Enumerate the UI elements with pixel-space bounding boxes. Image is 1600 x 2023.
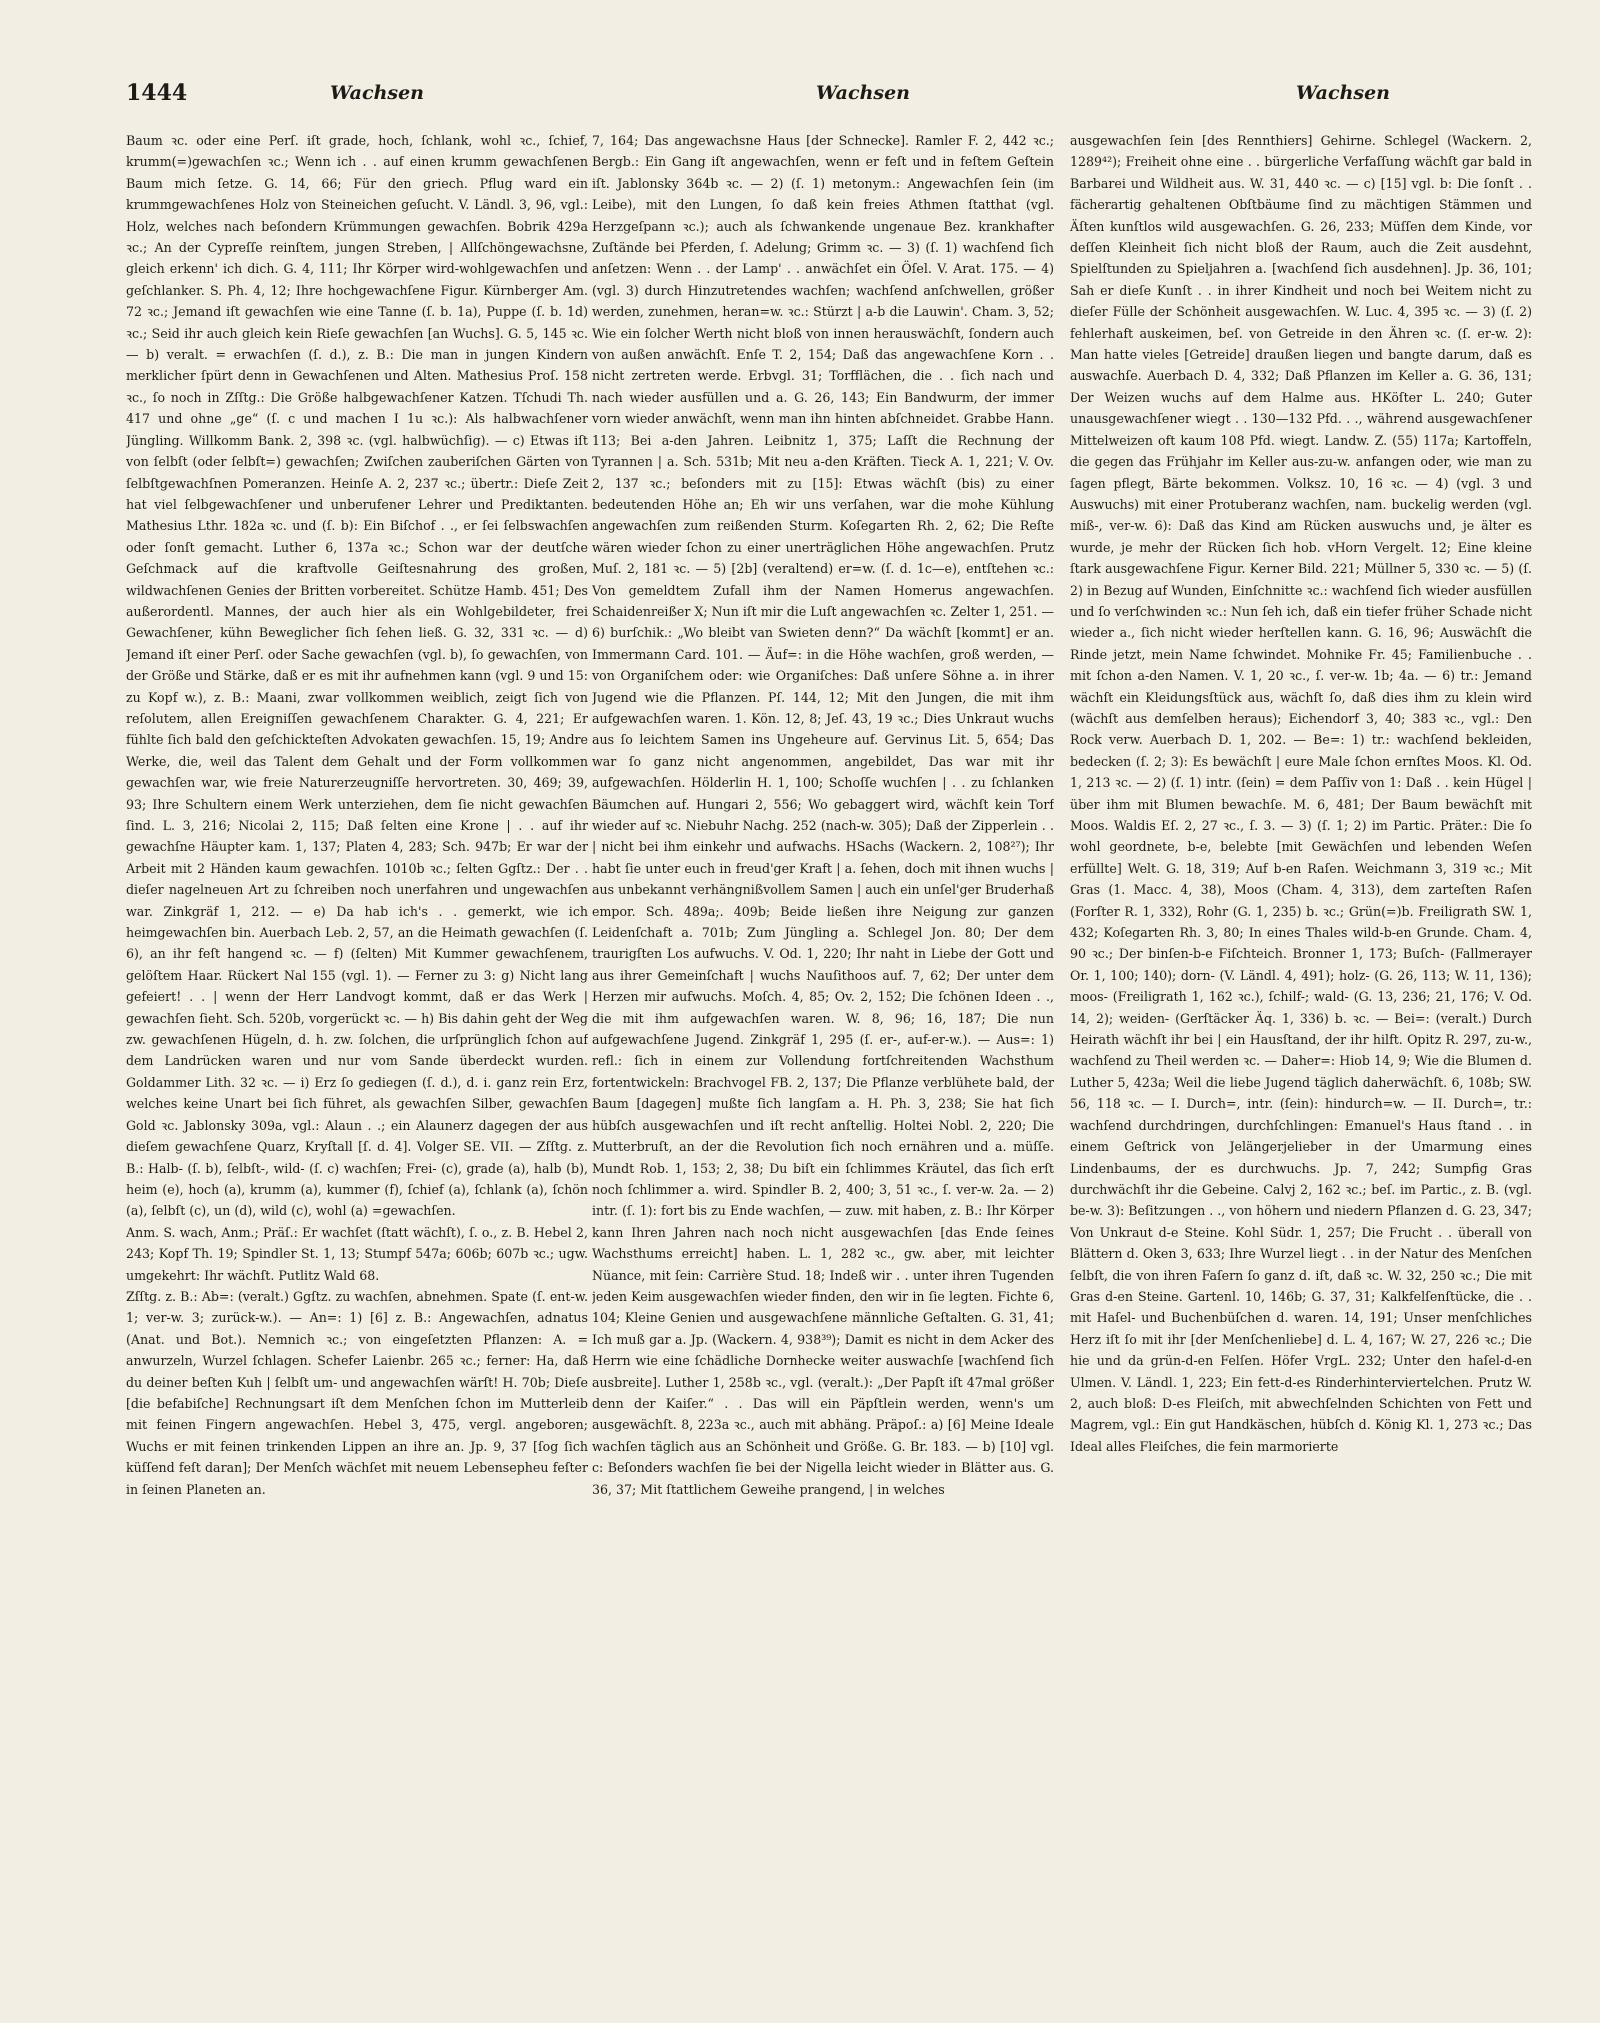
page-header (126, 80, 1406, 120)
entry-paragraph: Baum ꝛc. oder eine Perſ. iſt grade, hoch, ſchlank, wohl ꝛc., ſchief, krumm(=)gewachſen ꝛc.; Wenn ich . . auf einen krumm gewachſenen Baum mich ſetze. G. 14, 66; Für den griech. Pflug ward ein krummgewachſenes Holz von Steineichen geſucht. V. Ländl. 3, 96, vgl.: Holz, welches nach beſondern Krümmungen gewachſen. Bobrik 429a ꝛc.; An der Cypreſſe reinſtem, jungen Streben, | Allſchöngewachsne, gleich erkenn' ich dich. G. 4, 111; Ihr Körper wird-wohlgewachſen und geſchlanker. S. Ph. 4, 12; Ihre hochgewachſene Figur. Kürnberger Am. 72 ꝛc.; Jemand iſt gewachſen wie eine Tanne (ſ. b. 1a), Puppe (ſ. b. 1d) ꝛc.; Seid ihr auch gleich kein Rieſe gewachſen [an Wuchs]. G. 5, 145 ꝛc. — b) veralt. = erwachſen (ſ. d.), z. B.: Die man in jungen Kindern merklicher ſpürt denn in Gewachſenen und Alten. Mathesius Proſ. 158 ꝛc., ſo noch in Zſſtg.: Die Größe halbgewachſener Katzen. Tſchudi Th. 417 und ohne „ge“ (ſ. c und machen I 1u ꝛc.): Als halbwachſener Jüngling. Willkomm Bank. 2, 398 ꝛc. (vgl. halbwüchſig). — c) Etwas iſt von ſelbſt (oder ſelbſt=) gewachſen; Zwiſchen zauberiſchen Gärten von ſelbſtgewachſnen Pomeranzen. Heinſe A. 2, 237 ꝛc.; übertr.: Dieſe Zeit hat viel ſelbgewachſener und unberufener Lehrer und Prediktanten. Mathesius Lthr. 182a ꝛc. und (ſ. b): Ein Biſchof . ., er ſei ſelbswachſen oder ſonſt gemacht. Luther 6, 137a ꝛc.; Schon war der deutſche Geſchmack auf die kraftvolle Geiſtesnahrung des großen, wildwachſenen Genies der Britten vorbereitet. Schütze Hamb. 451; Des außerordentl. Mannes, der auch hier als ein Wohlgebildeter, frei Gewachſener, kühn Beweglicher ſich ſehen ließ. G. 32, 331 ꝛc. — d) Jemand iſt einer Perſ. oder Sache gewachſen (vgl. b), ſo gewachſen, von der Größe und Stärke, daß er es mit ihr aufnehmen kann (vgl. 9 und 15: zu Kopf w.), z. B.: Maani, zwar vollkommen weiblich, zeigt ſich von reſolutem, allen Ereigniſſen gewachſenem Charakter. G. 4, 221; Er fühlte ſich bald den geſchickteſten Advokaten gewachſen. 15, 19; Andre Werke, die, weil das Talent dem Gehalt und der Form vollkommen gewachſen war, wie freie Naturerzeugniſſe hervortreten. 30, 469; 39, 93; Ihre Schultern einem Werk unterziehen, dem ſie nicht gewachſen ſind. L. 3, 216; Nicolai 2, 115; Daß ſelten eine Krone | . . auf ihr gewachſne Häupter kam. 1, 137; Platen 4, 283; Sch. 947b; Er war der Arbeit mit 2 Händen kaum gewachſen. 1010b ꝛc.; ſelten Ggſtz.: Der . . dieſer nagelneuen Art zu ſchreiben noch unerfahren und ungewachſen war. Zinkgräf 1, 212. — e) Da hab ich's . . gemerkt, wie ich heimgewachſen bin. Auerbach Leb. 2, 57, an die Heimath gewachſen (ſ. 6), an ihr feſt hangend ꝛc. — f) (ſelten) Mit Kummer gewachſenem, gelöſtem Haar. Rückert Nal 155 (vgl. 1). — Ferner zu 3: g) Nicht lang gefeiert! . . | wenn der Herr Landvogt kommt, daß er das Werk | gewachſen ſieht. Sch. 520b, vorgerückt ꝛc. — h) Bis dahin geht der Weg zw. gewachſenen Hügeln, d. h. zw. ſolchen, die urſprünglich ſchon auf dem Landrücken waren und nur vom Sande überdeckt wurden. Goldammer Lith. 32 ꝛc. — i) Erz ſo gediegen (ſ. d.), d. i. ganz rein Erz, welches keine Unart bei ſich führet, als gewachſen Silber, gewachſen Gold ꝛc. Jablonsky 309a, vgl.: Alaun . .; ein Alaunerz dagegen der aus dieſem gewachſene Quarz, Kryſtall [ſ. d. 4]. Volger SE. VII. — Zſſtg. z. B.: Halb- (ſ. b), ſelbſt-, wild- (ſ. c) wachſen; Frei- (c), grade (a), halb (b), heim (e), hoch (a), krumm (a), kummer (f), ſchief (a), ſchlank (a), ſchön (a), ſelbſt (c), un (d), wild (c), wohl (a) =gewachſen. (126, 133, 588, 1219)
catchword-right: Wachsen (1296, 82, 1390, 104)
entry-paragraph: 7, 164; Das angewachsne Haus [der Schnecke]. Ramler F. 2, 442 ꝛc.; Bergb.: Ein Gang iſt angewachſen, wenn er feſt und in feſtem Geſtein iſt. Jablonsky 364b ꝛc. — 2) (ſ. 1) metonym.: Angewachſen ſein (im Leibe), mit den Lungen, ſo daß kein freies Athmen ſtatthat (vgl. Herzgeſpann ꝛc.); auch als ſchwankende ungenaue Bez. krankhafter Zuſtände bei Pferden, ſ. Adelung; Grimm ꝛc. — 3) (ſ. 1) wachſend ſich anſetzen: Wenn . . der Lamp' . . anwächſet ein Öſel. V. Arat. 175. — 4) (vgl. 3) durch Hinzutretendes wachſen; wachſend anſchwellen, größer werden, zunehmen, heran=w. ꝛc.: Stürzt | a-b die Lauwin'. Cham. 3, 52; Wie ein ſolcher Werth nicht bloß von innen herauswächſt, ſondern auch von außen anwächſt. Enſe T. 2, 154; Daß das angewachſene Korn . . nicht zertreten werde. Erbvgl. 31; Torfflächen, die . . ſich nach und nach wieder ausfüllen und a. G. 26, 143; Ein Bandwurm, der immer vorn wieder anwächſt, wenn man ihn hinten abſchneidet. Grabbe Hann. 113; Bei a-den Jahren. Leibnitz 1, 375; Laſſt die Rechnung der Tyrannen | a. Sch. 531b; Mit neu a-den Kräften. Tieck A. 1, 221; V. Ov. 2, 137 ꝛc.; beſonders mit zu [15]: Etwas wächſt (bis) zu einer bedeutenden Höhe an; Eh wir uns verſahen, war die mohe Kühlung angewachſen zum reißenden Sturm. Koſegarten Rh. 2, 62; Die Reſte wären wieder ſchon zu einer unerträglichen Höhe angewachſen. Prutz Muſ. 2, 181 ꝛc. — 5) [2b] (veraltend) er=w. (ſ. d. 1c—e), entſtehen ꝛc.: Von gemeldtem Zufall ihm der Namen Homerus angewachſen. Schaidenreißer X; Nun iſt mir die Luſt angewachſen ꝛc. Zelter 1, 251. — 6) burſchik.: „Wo bleibt van Swieten denn?“ Da wächſt [kommt] er an. Immermann Card. 101. — Äuf=: in die Höhe wachſen, groß werden, — von Organiſchem oder: wie Organiſches: Daß unſere Söhne a. in ihrer Jugend wie die Pflanzen. Pſ. 144, 12; Mit den Jungen, die mit ihm aufgewachſen waren. 1. Kön. 12, 8; Jeſ. 43, 19 ꝛc.; Dies Unkraut wuchs aus ſo leichtem Samen ins Ungeheure auf. Gervinus Lit. 5, 654; Das war ſo ganz nicht angenommen, angebildet, Das war mit ihr aufgewachſen. Hölderlin H. 1, 100; Schoſſe wuchſen | . . zu ſchlanken Bäumchen auf. Hungari 2, 556; Wo gebaggert wird, wächſt kein Torf wieder auf ꝛc. Niebuhr Nachg. 252 (nach-w. 305); Daß der Zipperlein . . | nicht bei ihm einkehr und aufwachs. HSachs (Wackern. 2, 108²⁷); Ihr habt ſie unter euch in freud'ger Kraft | a. ſehen, doch mit ihnen wuchs | aus unbekannt verhängnißvollem Samen | auch ein unſel'ger Bruderhaß empor. Sch. 489a;. 409b; Beide ließen ihre Neigung zur ganzen Leidenſchaft a. 701b; Zum Jüngling a. Schlegel Jon. 80; Der dem traurigſten Los aufwuchs. V. Od. 1, 220; Ihr naht in Liebe der Gott und aus ihrer Gemeinſchaft | wuchs Nauſithoos auf. 7, 62; Der unter dem Herzen mir aufwuchs. Moſch. 4, 85; Ov. 2, 152; Die ſchönen Ideen . ., die mit ihm aufgewachſen waren. W. 8, 96; 16, 187; Die nun aufgewachſene Jugend. Zinkgräf 1, 295 (ſ. er-, auf-er-w.). — Aus=: 1) refl.: ſich in einem zur Vollendung fortſchreitenden Wachsthum fortentwickeln: Brachvogel FB. 2, 137; Die Pflanze verblühete bald, der Baum [dagegen] mußte ſich langſam a. H. Ph. 3, 238; Sie hat ſich hübſch ausgewachſen und iſt recht anſtellig. Holtei Nobl. 2, 220; Die Mutterbruſt, an der die Revolution ſich noch ernähren und a. müſſe. Mundt Rob. 1, 153; 2, 38; Du biſt ein ſchlimmes Kräutel, das ſich erſt noch ſchlimmer a. wird. Spindler B. 2, 400; 3, 51 ꝛc., ſ. ver-w. 2a. — 2) intr. (ſ. 1): fort bis zu Ende wachſen, — zuw. mit haben, z. B.: Ihr Körper kann Ihren Jahren nach noch nicht ausgewachſen [das Ende ſeines Wachsthums erreicht] haben. L. 1, 282 ꝛc., gw. aber, mit leichter Nüance, mit ſein: Carrière Stud. 18; Indeß wir . . unter ihren Tugenden jeden Keim ausgewachſen wieder finden, den wir in ſie legten. Fichte 6, 104; Kleine Genien und ausgewachſene männliche Geſtalten. G. 31, 41; Ich muß gar a. Jp. (Wackern. 4, 938³⁹); Damit es nicht in dem Acker des Herrn wie eine ſchädliche Dornhecke weiter auswachſe [wachſend ſich ausbreite]. Luther 1, 258b ꝛc., vgl. (veralt.): „Der Papſt iſt 47mal größer denn der Kaiſer.“ . . Das will ein Päpſtlein werden, wenn's um ausgewächſt. 8, 223a ꝛc., auch mit abhäng. Präpoſ.: a) [6] Meine Ideale wachſen täglich aus an Schönheit und Größe. G. Br. 183. — b) [10] vgl. c: Beſonders wachſen ſie bei der Nigella leicht wieder in Blätter aus. G. 36, 37; Mit ſtattlichem Geweihe prangend, | in welches (592, 133, 1054, 1497)
column-middle (592, 130, 1054, 1975)
entry-paragraph: ausgewachſen ſein [des Rennthiers] Gehirne. Schlegel (Wackern. 2, 1289⁴²); Freiheit ohne eine . . bürgerliche Verfaſſung wächſt gar bald in Barbarei und Wildheit aus. W. 31, 440 ꝛc. — c) [15] vgl. b: Die ſonſt . . fächerartig gehaltenen Obſtbäume ſind zu mächtigen Stämmen und Äſten kunſtlos wild ausgewachſen. G. 26, 233; Müſſen dem Kinde, vor deſſen Kleinheit ſich nicht bloß der Raum, auch die Zeit ausdehnt, Spielſtunden zu Spieljahren a. [wachſend ſich ausdehnen]. Jp. 36, 101; Sah er dieſe Kunſt . . in ihrer Kindheit und noch bei Weitem nicht zu dieſer Fülle der Schönheit ausgewachſen. W. Luc. 4, 395 ꝛc. — 3) (ſ. 2) fehlerhaft auskeimen, beſ. von Getreide in den Ähren ꝛc. (ſ. er-w. 2): Man hatte vieles [Getreide] draußen liegen und bangte darum, daß es auswachſe. Auerbach D. 4, 332; Daß Pflanzen im Keller a. G. 36, 131; Der Weizen wuchs auf dem Halme aus. HKöſter L. 240; Guter unausgewachſener wiegt . . 130—132 Pfd. . ., während ausgewachſener Mittelweizen oft kaum 108 Pfd. wiegt. Landw. Z. (55) 117a; Kartoffeln, die gegen das Frühjahr im Keller aus-zu-w. anfangen oder, wie man zu ſagen pflegt, Bärte bekommen. Volksz. 10, 16 ꝛc. — 4) (vgl. 3 und Auswuchs) mit einer Protuberanz wachſen, nam. buckelig werden (vgl. miß-, ver-w. 6): Daß das Kind am Rücken auswuchs und, je älter es wurde, je mehr der Rücken ſich hob. vHorn Vergelt. 12; Eine kleine ſtark ausgewachſene Figur. Kerner Bild. 221; Müllner 5, 330 ꝛc. — 5) (ſ. 2) in Bezug auf Wunden, Einſchnitte ꝛc.: wachſend ſich wieder ausfüllen und ſo verſchwinden ꝛc.: Nun ſeh ich, daß ein tiefer früher Schade nicht wieder a., ſich nicht wieder herſtellen kann. G. 16, 96; Auswächſt die Rinde jetzt, mein Name ſchwindet. Mohnike Fr. 45; Familienbuche . . mit ſchon a-den Namen. V. 1, 20 ꝛc., ſ. ver-w. 1b; 4a. — 6) tr.: Jemand wächſt ein Kleidungsſtück aus, wächſt ſo, daß dies ihm zu klein wird (wächſt aus demſelben heraus); Eichendorf 3, 40; 383 ꝛc., vgl.: Den Rock verw. Auerbach D. 1, 202. — Be=: 1) tr.: wachſend bekleiden, bedecken (ſ. 2; 3): Es bewächſt | eure Male ſchon ernſtes Moos. Kl. Od. 1, 213 ꝛc. — 2) (ſ. 1) intr. (ſein) = dem Paſſiv von 1: Daß . . kein Hügel | über ihm mit Blumen bewachſe. M. 6, 481; Der Baum bewächſt mit Moos. Waldis Eſ. 2, 27 ꝛc., ſ. 3. — 3) (ſ. 1; 2) im Partic. Präter.: Die ſo wohl geordnete, b-e, belebte [mit Gewächſen und lebenden Weſen erfüllte] Welt. G. 18, 319; Auf b-en Raſen. Weichmann 3, 319 ꝛc.; Mit Gras (1. Macc. 4, 38), Moos (Cham. 4, 313), dem zarteſten Raſen (Forſter R. 1, 332), Rohr (G. 1, 235) b. ꝛc.; Grün(=)b. Freiligrath SW. 1, 432; Koſegarten Rh. 3, 80; In eines Thales wild-b-en Grunde. Cham. 4, 90 ꝛc.; Der binſen-b-e Fiſchteich. Bronner 1, 173; Buſch- (Fallmerayer Or. 1, 100; 140); dorn- (V. Ländl. 4, 491); holz- (G. 26, 113; W. 11, 136); moos- (Freiligrath 1, 162 ꝛc.), ſchilf-; wald- (G. 13, 236; 21, 176; V. Od. 14, 2); weiden- (Gerſtäcker Äq. 1, 336) b. ꝛc. — Bei=: (veralt.) Durch Heirath wächſt ihr bei | ein Hausſtand, der ihr hilft. Opitz R. 297, zu-w., wachſend zu Theil werden ꝛc. — Daher=: Hiob 14, 9; Wie die Blumen d. Luther 5, 423a; Weil die liebe Jugend täglich daherwächſt. 6, 108b; SW. 56, 118 ꝛc. — I. Durch=, intr. (ſein): hindurch=w. — II. Durch=, tr.: wachſend durchdringen, durchſchlingen: Emanuel's Haus ſtand . . in einem Geſtrick von Jelängerjelieber in der Umarmung eines Lindenbaums, der es durchwuchs. Jp. 7, 242; Sumpfig Gras durchwächſt ihr die Gebeine. Calvj 2, 162 ꝛc.; beſ. im Partic., z. B. (vgl. be-w. 3): Beſitzungen . ., von höhern und niedern Pflanzen d. G. 23, 347; Von Unkraut d-e Steine. Kohl Südr. 1, 257; Die Frucht . . überall von Blättern d. Oken 3, 633; Ihre Wurzel liegt . . in der Natur des Menſchen ſelbſt, die von ihren Faſern ſo ganz d. iſt, daß ꝛc. W. 32, 250 ꝛc.; Die mit Gras d-en Steine. Gartenl. 10, 146b; G. 37, 31; Kalkfelſenſtücke, die . . mit Haſel- und Buchenbüſchen d. waren. 14, 191; Unser menſchliches Herz iſt ſo mit ihr [der Menſchenliebe] d. L. 4, 167; W. 27, 226 ꝛc.; Die hie und da grün-d-en Felſen. Höfer VrgL. 232; Unter den haſel-d-en Ulmen. V. Ländl. 1, 223; Ein fett-d-es Rinderhinterviertelchen. Prutz W. 2, auch bloß: D-es Fleiſch, mit abwechſelnden Schichten von Fett und Magrem, vgl.: Ein gut Handkäschen, hübſch d. König Kl. 1, 273 ꝛc.; Das Ideal alles Fleiſches, die fein marmorierte (1070, 133, 1532, 1454)
entry-paragraph: Anm. S. wach, Anm.; Präſ.: Er wachſet (ſtatt wächſt), ſ. o., z. B. Hebel 2, 243; Kopf Th. 19; Spindler St. 1, 13; Stumpf 547a; 606b; 607b ꝛc.; ugw. umgekehrt: Ihr wächſt. Putlitz Wald 68. (126, 1224, 588, 1283)
entry-paragraph: Zſſtg. z. B.: Ab=: (veralt.) Ggſtz. zu wachſen, abnehmen. Spate (ſ. ent-w. 1; ver-w. 3; zurück-w.). — An=: 1) [6] z. B.: Angewachſen, adnatus (Anat. und Bot.). Nemnich ꝛc.; von eingeſetzten Pflanzen: A. = anwurzeln, Wurzel ſchlagen. Schefer Laienbr. 265 ꝛc.; ferner: Ha, daß du deiner beſten Kuh | ſelbſt um- und angewachſen wärſt! H. 70b; Dieſe [die befabiſche] Rechnungsart iſt dem Menſchen ſchon im Mutterleib mit feinen Fingern angewachſen. Hebel 3, 475, vergl. angeboren; Wuchs er mit feinen trinkenden Lippen an ihre an. Jp. 9, 37 [ſog ſich küſſend feſt daran]; Der Menſch wächſet mit neuem Lebensepheu feſter in ſeinen Planeten an. (126, 1288, 588, 1497)
column-left (126, 130, 588, 1975)
catchword-left: Wachsen (330, 82, 424, 104)
catchword-center: Wachsen (816, 82, 910, 104)
text-columns (126, 130, 1532, 1975)
page-number: 1444 (126, 80, 188, 106)
column-right (1070, 130, 1532, 1975)
